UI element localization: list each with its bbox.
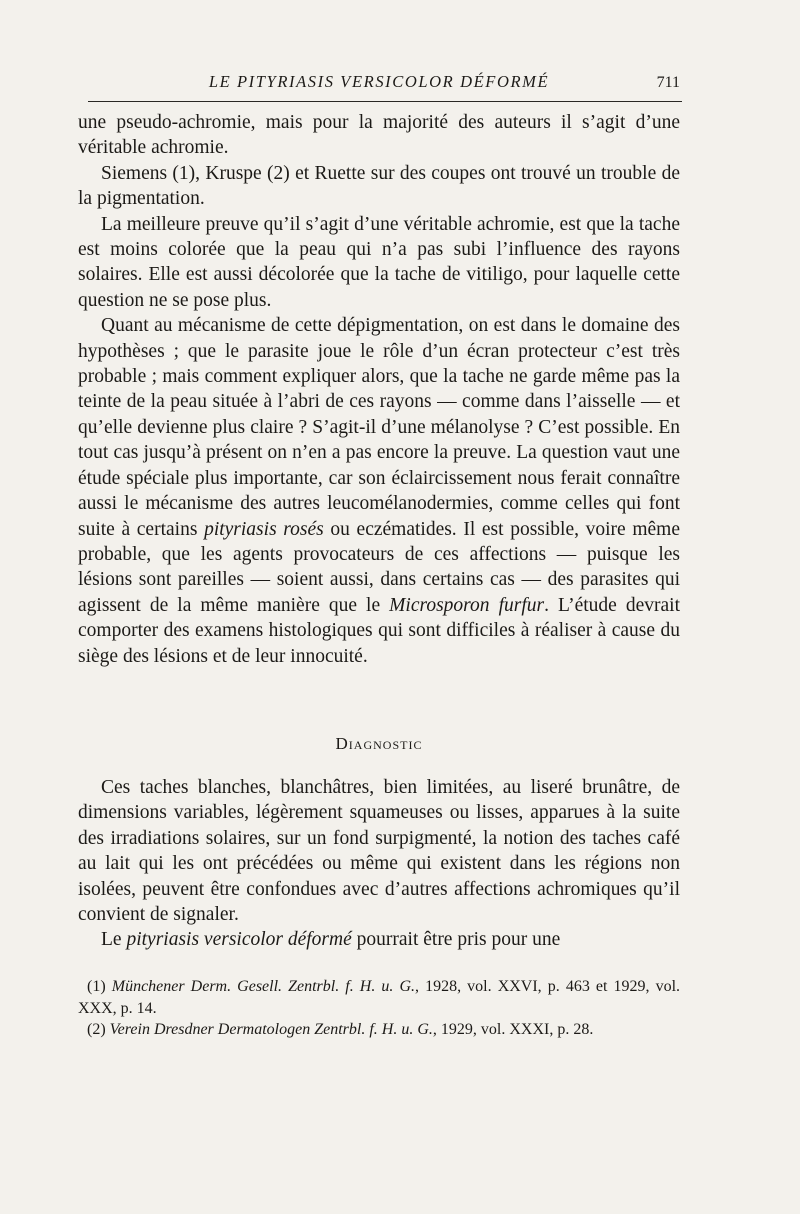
page-number: 711 <box>656 74 680 91</box>
paragraph: Siemens (1), Kruspe (2) et Ruette sur des coupes ont trouvé un trouble de la pigmentation. <box>78 162 680 210</box>
footnote-number: (1) <box>87 978 112 995</box>
footnote <box>78 976 680 1019</box>
paragraph-text: Quant au mécanisme de cette dépigmentation, on est dans le domaine des hypothèses ; que le parasite joue le rôle d’un écran protecteur c’est très probable ; mais comment expliquer alors, que la tache ne garde même pas la teinte de la peau située à l’abri de ces rayons — comme dans l’aisselle — et qu’elle devienne plus claire ? S’agit-il d’une mélanolyse ? C’est possible. En tout cas jusqu’à présent on n’en a pas encore la preuve. La question vaut une étude spéciale plus importante, car son éclaircissement nous ferait connaître aussi le mécanisme des autres leucomélanodermies, comme celles qui font suite à certains <box>78 315 680 540</box>
italic-term: Microsporon furfur <box>389 594 545 616</box>
body-text-diagnostic <box>78 775 680 953</box>
footnote-text: , 1929, vol. XXXI, p. 28. <box>432 1021 594 1038</box>
paragraph <box>78 313 680 669</box>
body-text <box>78 110 680 669</box>
section-heading: Diagnostic <box>335 734 423 753</box>
paragraph-text: ou eczématides. Il est possible, voire même probable, que les agents provocateurs de ces affections — puisque les lésions sont pareilles — soient aussi, dans certains cas — des parasites qui agissent de la même manière que le <box>78 518 680 616</box>
paragraph: Ces taches blanches, blanchâtres, bien limitées, au liseré brunâtre, de dimensions variables, légèrement squameuses ou lisses, apparues à la suite des irradiations solaires, sur un fond surpigmenté, la notion des taches café au lait qui les ont précédées ou même qui existent dans les régions non isolées, peuvent être confondues avec d’autres affections achromiques qu’il convient de signaler. <box>78 777 680 926</box>
paragraph <box>78 927 680 952</box>
header-rule <box>88 101 682 102</box>
paragraph-text: pourrait être pris pour une <box>351 929 561 951</box>
footnotes <box>78 976 680 1041</box>
italic-term: pityriasis rosés <box>204 518 324 540</box>
running-title: LE PITYRIASIS VERSICOLOR DÉFORMÉ <box>208 72 550 91</box>
italic-term: pityriasis versicolor déformé <box>126 929 352 951</box>
footnote-source: Münchener Derm. Gesell. Zentrbl. f. H. u. G. <box>111 978 416 995</box>
running-header <box>78 72 680 96</box>
footnote <box>78 1019 680 1041</box>
paragraph: une pseudo-achromie, mais pour la majorité des auteurs il s’agit d’une véritable achromie. <box>78 112 680 159</box>
footnote-source: Verein Dresdner Dermatologen Zentrbl. f. H. u. G. <box>109 1021 433 1038</box>
footnote-text: , 1928, vol. XXVI, p. 463 et 1929, vol. XXX, p. 14. <box>78 978 681 1017</box>
paragraph: La meilleure preuve qu’il s’agit d’une véritable achromie, est que la tache est moins colorée que la peau qui n’a pas subi l’influence des rayons solaires. Elle est aussi décolorée que la tache de vitiligo, pour laquelle cette question ne se pose plus. <box>78 213 680 311</box>
footnote-number: (2) <box>87 1021 110 1038</box>
paragraph-text: Le <box>101 929 127 951</box>
paragraph-text: . L’étude devrait comporter des examens histologiques qui sont difficiles à réaliser à cause du siège des lésions et de leur innocuité. <box>78 594 681 667</box>
